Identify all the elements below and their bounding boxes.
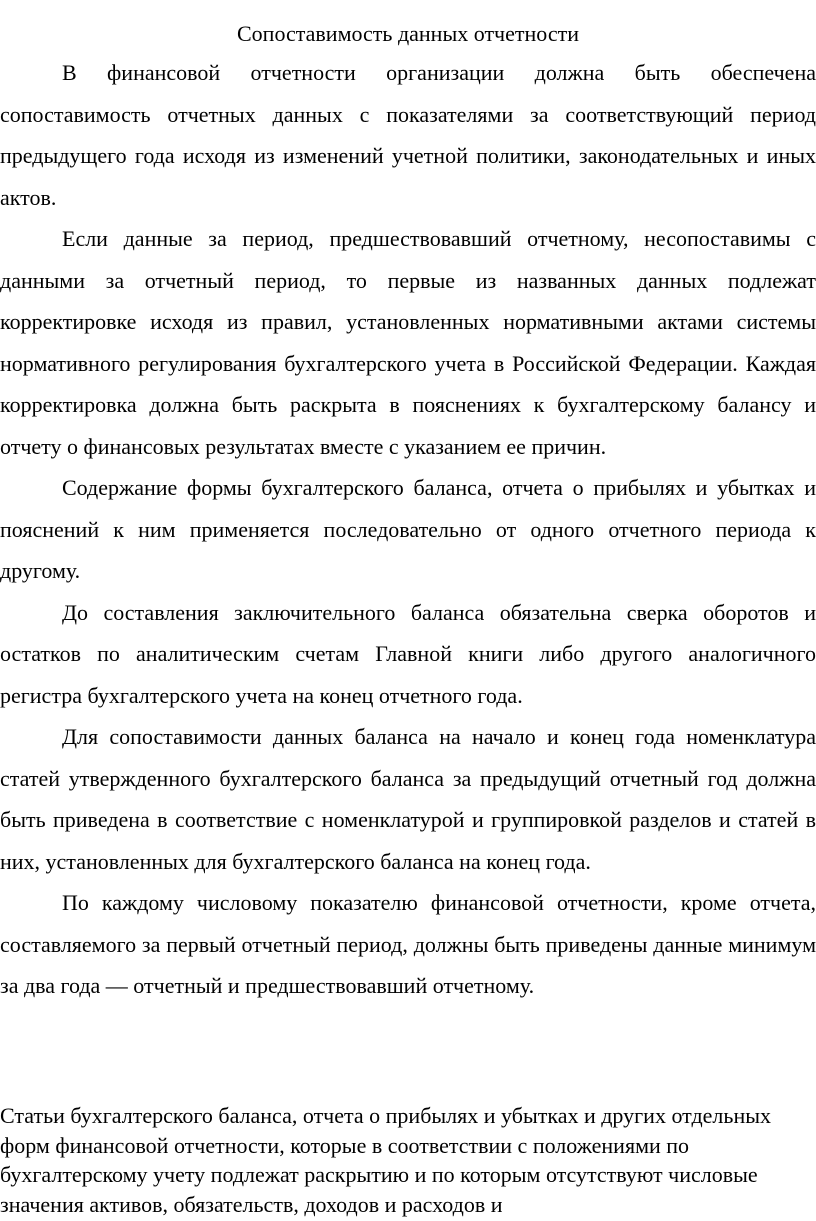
paragraph-disclosure-items: Статьи бухгалтерского баланса, отчета о прибылях и убытках и других отдельных форм финансовой отчетности, которые в соответствии с положениями по бухгалтерскому учету подлежат раскрытию и по которым отсутствуют числовые значения активов, обязательств, доходов и расходов и [0, 1103, 771, 1217]
paragraph-corrections: Если данные за период, предшествовавший отчетному, несопоставимы с данными за отчетный период, то первые из названных данных подлежат корректировке исходя из правил, установленных нормативными актами системы нормативного регулирования бухгалтерского учета в Российской Федерации. Каждая корректировка должна быть раскрыта в пояснениях к бухгалтерскому балансу и отчету о финансовых результатах вместе с указанием ее причин. [0, 226, 816, 459]
document-body [0, 52, 816, 1007]
paragraph-nomenclature: Для сопоставимости данных баланса на начало и конец года номенклатура статей утвержденного бухгалтерского баланса за предыдущий отчетный год должна быть приведена в соответствие с номенклатурой и группировкой разделов и статей в них, установленных для бухгалтерского баланса на конец года. [0, 724, 816, 874]
document-title: Сопоставимость данных отчетности [237, 21, 579, 46]
paragraph-reconciliation: До составления заключительного баланса обязательна сверка оборотов и остатков по аналитическим счетам Главной книги либо другого аналогичного регистра бухгалтерского учета на конец отчетного года. [0, 599, 816, 708]
paragraph-two-years: По каждому числовому показателю финансовой отчетности, кроме отчета, составляемого за первый отчетный период, должны быть приведены данные минимум за два года — отчетный и предшествовавший отчетному. [0, 890, 816, 998]
paragraph-comparability: В финансовой отчетности организации должна быть обеспечена сопоставимость отчетных данных с показателями за соответствующий период предыдущего года исходя из изменений учетной политики, законодательных и иных актов. [0, 60, 816, 210]
paragraph-form-consistency: Содержание формы бухгалтерского баланса, отчета о прибылях и убытках и пояснений к ним применяется последовательно от одного отчетного периода к другому. [0, 475, 816, 583]
